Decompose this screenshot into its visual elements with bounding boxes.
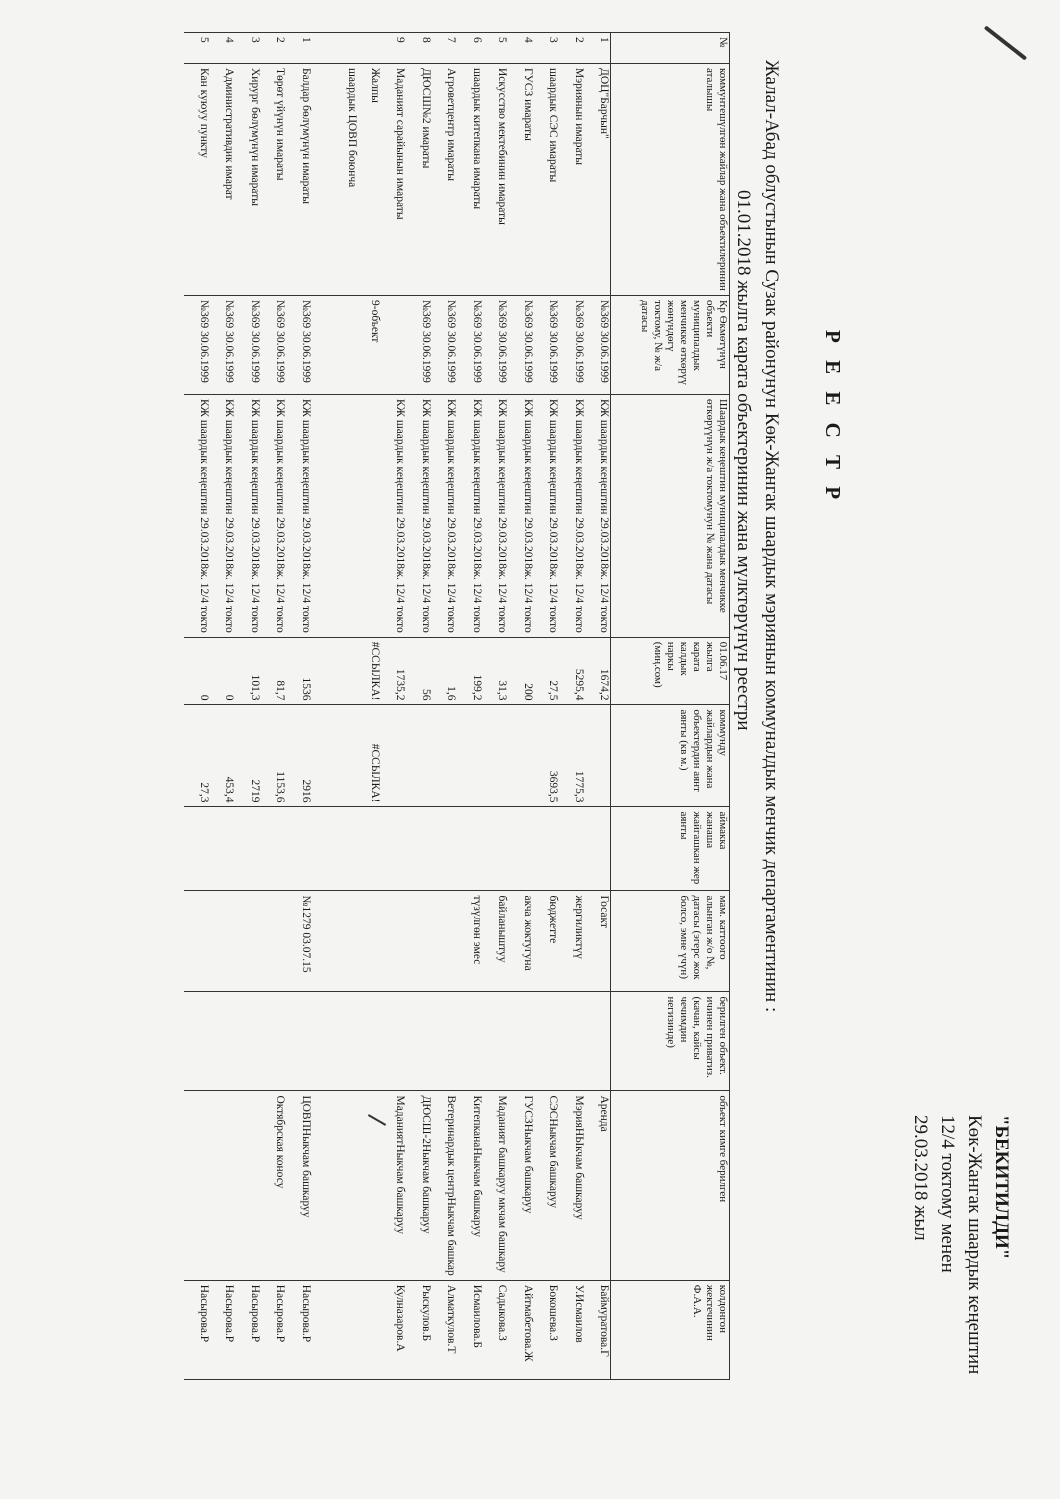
cell-government-decree: №369 30.06.1999 [210, 296, 236, 395]
cell-object-name: ДЮСШ№2 имараты [407, 64, 433, 296]
cell-residual-cost: 1,6 [432, 637, 458, 705]
cell-government-decree: №369 30.06.1999 [534, 296, 560, 395]
document-title: Р Е Е С Т Р [821, 330, 845, 506]
cell-privatized [585, 992, 611, 1091]
table-row [407, 33, 433, 1380]
cell-responsible-person: Алматкулов.Т [432, 1280, 458, 1379]
cell-transferred-to: СЭСНыкчам башкаруу [534, 1091, 560, 1280]
cell-land-area [185, 807, 211, 891]
cell-area [483, 705, 509, 807]
cell-council-decision [358, 395, 381, 638]
cell-residual-cost: 81,7 [261, 637, 287, 705]
cell-land-area [358, 807, 381, 891]
header-responsible-person: колдонгон жектечинин Ф.А.А. [611, 1280, 730, 1379]
table-row [534, 33, 560, 1380]
cell-council-decision: КЖ шаардык кеңештин 29.03.2018ж. 12/4 токто [560, 395, 586, 638]
cell-transferred-to [236, 1091, 262, 1280]
cell-transferred-to: Ветеринардык центрНыкчам башкар [432, 1091, 458, 1280]
table-row [381, 33, 407, 1380]
cell-residual-cost: #ССЫЛКА! [358, 637, 381, 705]
cell-state-registration: түзүлгөн эмес [458, 891, 484, 992]
cell-government-decree [335, 296, 358, 395]
cell-council-decision: КЖ шаардык кеңештин 29.03.2018ж. 12/4 токто [432, 395, 458, 638]
cell-land-area [312, 807, 335, 891]
cell-council-decision: КЖ шаардык кеңештин 29.03.2018ж. 12/4 токто [210, 395, 236, 638]
cell-residual-cost: 1536 [287, 637, 313, 705]
cell-land-area [534, 807, 560, 891]
cell-responsible-person: Насырова.Р [185, 1280, 211, 1379]
cell-land-area [261, 807, 287, 891]
cell-council-decision: КЖ шаардык кеңештин 29.03.2018ж. 12/4 токто [261, 395, 287, 638]
cell-government-decree: №369 30.06.1999 [432, 296, 458, 395]
cell-council-decision: КЖ шаардык кеңештин 29.03.2018ж. 12/4 токто [483, 395, 509, 638]
cell-state-registration [407, 891, 433, 992]
cell-privatized [432, 992, 458, 1091]
cell-object-name: ГУСЗ имараты [509, 64, 535, 296]
cell-state-registration: байланыштуу [483, 891, 509, 992]
approval-block [907, 1115, 1015, 1374]
cell-object-name: шаардык СЭС имараты [534, 64, 560, 296]
cell-number: 2 [261, 33, 287, 64]
cell-state-registration: №1279 03.07.15 [287, 891, 313, 992]
cell-object-name: Хирург бөлүмүнүн имараты [236, 64, 262, 296]
cell-privatized [381, 992, 407, 1091]
cell-council-decision: КЖ шаардык кеңештин 29.03.2018ж. 12/4 токто [534, 395, 560, 638]
cell-area: 2916 [287, 705, 313, 807]
cell-privatized [509, 992, 535, 1091]
cell-responsible-person: Айтмабетова.Ж [509, 1280, 535, 1379]
cell-area [585, 705, 611, 807]
table-row [560, 33, 586, 1380]
cell-object-name: Административдик имарат [210, 64, 236, 296]
cell-government-decree: №369 30.06.1999 [407, 296, 433, 395]
cell-transferred-to: Октябрская коносу [261, 1091, 287, 1280]
cell-area [432, 705, 458, 807]
approval-line-1: Көк-Жангак шаардык кеңештин [964, 1115, 985, 1375]
header-residual-cost: 01.06.17 жылга карата калдык наркы (миң.сом) [611, 637, 730, 705]
cell-state-registration [312, 891, 335, 992]
cell-land-area [432, 807, 458, 891]
cell-area [312, 705, 335, 807]
cell-council-decision: КЖ шаардык кеңештин 29.03.2018ж. 12/4 токто [287, 395, 313, 638]
cell-transferred-to: МаданиятНыкчам башкаруу [381, 1091, 407, 1280]
cell-responsible-person: Садыкова.З [483, 1280, 509, 1379]
cell-council-decision: КЖ шаардык кеңештин 29.03.2018ж. 12/4 токто [509, 395, 535, 638]
cell-responsible-person: Бокошева.З [534, 1280, 560, 1379]
approval-line-2: 12/4 токтому менен [937, 1115, 958, 1273]
cell-responsible-person: Насырова.Р [261, 1280, 287, 1379]
cell-government-decree: №369 30.06.1999 [185, 296, 211, 395]
cell-area: 1775,3 [560, 705, 586, 807]
table-row [210, 33, 236, 1380]
cell-responsible-person: Насырова.Р [236, 1280, 262, 1379]
table-row [509, 33, 535, 1380]
cell-area: 453,4 [210, 705, 236, 807]
cell-responsible-person: У.Исмаилов [560, 1280, 586, 1379]
cell-number [312, 33, 335, 64]
header-state-registration: мам. каттоого алынган ж/о №, датасы (эгерс жок болсо, эмне үчүн) [611, 891, 730, 992]
cell-number: 4 [210, 33, 236, 64]
cell-residual-cost: 1735,2 [381, 637, 407, 705]
cell-state-registration: Госакт [585, 891, 611, 992]
cell-privatized [312, 992, 335, 1091]
cell-council-decision: КЖ шаардык кеңештин 29.03.2018ж. 12/4 токто [236, 395, 262, 638]
cell-residual-cost [312, 637, 335, 705]
cell-state-registration [185, 891, 211, 992]
cell-council-decision: КЖ шаардык кеңештин 29.03.2018ж. 12/4 токто [381, 395, 407, 638]
cell-council-decision: КЖ шаардык кеңештин 29.03.2018ж. 12/4 токто [407, 395, 433, 638]
approval-label: "БЕКИТИЛДИ" [991, 1115, 1012, 1260]
cell-privatized [287, 992, 313, 1091]
cell-government-decree [381, 296, 407, 395]
cell-residual-cost: 101,3 [236, 637, 262, 705]
cell-government-decree: №369 30.06.1999 [560, 296, 586, 395]
cell-land-area [585, 807, 611, 891]
cell-number: 4 [509, 33, 535, 64]
cell-land-area [458, 807, 484, 891]
header-privatized: берилген объект. ичинен приватиз. (качан, кайсы чечимдин негизинде) [611, 992, 730, 1091]
table-row [458, 33, 484, 1380]
cell-land-area [236, 807, 262, 891]
cell-residual-cost: 56 [407, 637, 433, 705]
cell-government-decree: 9-объект [358, 296, 381, 395]
cell-object-name: Жалпы [358, 64, 381, 296]
cell-area [458, 705, 484, 807]
cell-residual-cost: 5295,4 [560, 637, 586, 705]
cell-residual-cost: 200 [509, 637, 535, 705]
cell-responsible-person [358, 1280, 381, 1379]
cell-residual-cost: 1674,2 [585, 637, 611, 705]
cell-area [381, 705, 407, 807]
table-row [287, 33, 313, 1380]
cell-land-area [509, 807, 535, 891]
cell-residual-cost: 0 [185, 637, 211, 705]
cell-state-registration [210, 891, 236, 992]
cell-number: 7 [432, 33, 458, 64]
cell-residual-cost: 31,3 [483, 637, 509, 705]
cell-responsible-person [335, 1280, 358, 1379]
cell-object-name: Искусство мектебинин имараты [483, 64, 509, 296]
cell-object-name: Төрөт үйүнүн имараты [261, 64, 287, 296]
cell-area [509, 705, 535, 807]
cell-land-area [381, 807, 407, 891]
header-council-decision: Шаардык кеңештин муниципалдык менчикке өткөрүүнүн ж/а токтомунун № жана датасы [611, 395, 730, 638]
header-object-name: коммунтешүлгөн жайлар жана объектилеринин аталышы [611, 64, 730, 296]
cell-number: 5 [185, 33, 211, 64]
cell-transferred-to: МэрияНЫкчам башкаруу [560, 1091, 586, 1280]
cell-residual-cost: 0 [210, 637, 236, 705]
cell-land-area [335, 807, 358, 891]
cell-transferred-to: КитепканаНыкчам башкаруу [458, 1091, 484, 1280]
cell-transferred-to: ГУСЗНыкчам башкаруу [509, 1091, 535, 1280]
cell-transferred-to [210, 1091, 236, 1280]
cell-transferred-to [312, 1091, 335, 1280]
cell-object-name: ДОЦ"Барчын" [585, 64, 611, 296]
table-row [335, 33, 358, 1380]
cell-council-decision [312, 395, 335, 638]
cell-privatized [335, 992, 358, 1091]
table-row [483, 33, 509, 1380]
cell-privatized [358, 992, 381, 1091]
table-row [261, 33, 287, 1380]
cell-number: 1 [585, 33, 611, 64]
cell-object-name: Кан куюуу пункту [185, 64, 211, 296]
table-row [585, 33, 611, 1380]
header-transferred-to: объект кимге берилген [611, 1091, 730, 1280]
cell-council-decision [335, 395, 358, 638]
cell-area: #ССЫЛКА! [358, 705, 381, 807]
cell-government-decree: №369 30.06.1999 [236, 296, 262, 395]
cell-privatized [534, 992, 560, 1091]
table-row [432, 33, 458, 1380]
cell-state-registration [335, 891, 358, 992]
cell-privatized [236, 992, 262, 1091]
cell-transferred-to [335, 1091, 358, 1280]
table-row [358, 33, 381, 1380]
cell-area: 3693,5 [534, 705, 560, 807]
cell-residual-cost [335, 637, 358, 705]
cell-state-registration: акча жоктугуна [509, 891, 535, 992]
cell-council-decision: КЖ шаардык кеңештин 29.03.2018ж. 12/4 токто [185, 395, 211, 638]
cell-object-name: шаардык китепкана имараты [458, 64, 484, 296]
cell-state-registration [381, 891, 407, 992]
cell-number: 3 [236, 33, 262, 64]
cell-responsible-person: Баймуратова.Г [585, 1280, 611, 1379]
cell-object-name [312, 64, 335, 296]
cell-responsible-person [312, 1280, 335, 1379]
table-row [236, 33, 262, 1380]
cell-area [335, 705, 358, 807]
cell-privatized [210, 992, 236, 1091]
cell-land-area [560, 807, 586, 891]
cell-number: 1 [287, 33, 313, 64]
header-number: № [611, 33, 730, 64]
cell-state-registration: жергиликтүү [560, 891, 586, 992]
cell-responsible-person: Исмаилова.Б [458, 1280, 484, 1379]
cell-transferred-to [358, 1091, 381, 1280]
cell-responsible-person: Насырова.Р [287, 1280, 313, 1379]
cell-transferred-to [185, 1091, 211, 1280]
cell-responsible-person: Кулназаров.А [381, 1280, 407, 1379]
cell-responsible-person: Рыскулов.Б [407, 1280, 433, 1379]
cell-land-area [287, 807, 313, 891]
cell-number [358, 33, 381, 64]
cell-privatized [185, 992, 211, 1091]
cell-object-name: Маданият сарайынын имараты [381, 64, 407, 296]
cell-area: 27,3 [185, 705, 211, 807]
cell-state-registration [236, 891, 262, 992]
cell-government-decree: №369 30.06.1999 [585, 296, 611, 395]
cell-land-area [210, 807, 236, 891]
cell-number [335, 33, 358, 64]
cell-land-area [407, 807, 433, 891]
cell-transferred-to: Аренда [585, 1091, 611, 1280]
cell-privatized [458, 992, 484, 1091]
cell-residual-cost: 199,2 [458, 637, 484, 705]
cell-area: 1153,6 [261, 705, 287, 807]
cell-number: 5 [483, 33, 509, 64]
subtitle-line-1: Жалал-Абад облустынын Сузак районунун Көк-Жангак шаардык мэриянын коммуналдык менчик департаментинин : [761, 60, 782, 1013]
cell-state-registration: бюджетте [534, 891, 560, 992]
cell-state-registration [358, 891, 381, 992]
cell-government-decree: №369 30.06.1999 [261, 296, 287, 395]
cell-council-decision: КЖ шаардык кеңештин 29.03.2018ж. 12/4 токто [458, 395, 484, 638]
cell-government-decree: №369 30.06.1999 [458, 296, 484, 395]
cell-transferred-to: ЦОВПНыкчам башкаруу [287, 1091, 313, 1280]
approval-line-3: 29.03.2018 жыл [910, 1115, 931, 1241]
cell-land-area [483, 807, 509, 891]
table-row [312, 33, 335, 1380]
cell-transferred-to: ДЮСШ-2Ныкчам башкаруу [407, 1091, 433, 1280]
cell-government-decree: №369 30.06.1999 [287, 296, 313, 395]
cell-government-decree: №369 30.06.1999 [509, 296, 535, 395]
cell-number: 6 [458, 33, 484, 64]
cell-object-name: Балдар бөлүмүнүн имараты [287, 64, 313, 296]
registry-table [185, 32, 731, 1380]
cell-privatized [560, 992, 586, 1091]
cell-object-name: Мэриянын имараты [560, 64, 586, 296]
cell-number: 3 [534, 33, 560, 64]
subtitle-line-2: 01.01.2018 жылга карата объектеринин жана мүлктөрүнүн реестри [733, 190, 754, 731]
cell-area: 2719 [236, 705, 262, 807]
cell-object-name: Агроветцентр имараты [432, 64, 458, 296]
cell-transferred-to: Маданият башкаруу мкчам башкару [483, 1091, 509, 1280]
cell-number: 8 [407, 33, 433, 64]
table-row [185, 33, 211, 1380]
table-header-row [611, 33, 730, 1380]
cell-council-decision: КЖ шаардык кеңештин 29.03.2018ж. 12/4 токто [585, 395, 611, 638]
cell-area [407, 705, 433, 807]
cell-residual-cost: 27,5 [534, 637, 560, 705]
header-area: коммунду жайлардын жана объектердин аянт аянты (кв м.) [611, 705, 730, 807]
header-land-area: аймакка жанаша жайгашкан жер аянты [611, 807, 730, 891]
cell-government-decree: №369 30.06.1999 [483, 296, 509, 395]
cell-government-decree [312, 296, 335, 395]
cell-state-registration [432, 891, 458, 992]
cell-number: 9 [381, 33, 407, 64]
cell-privatized [407, 992, 433, 1091]
cell-state-registration [261, 891, 287, 992]
cell-object-name: шаардык ЦОВП боюнча [335, 64, 358, 296]
header-government-decree: Кр Өкмөтүнүн объекти муниципалдык менчикке өткөрүү жөнүндөгү токтому, № ж/а датасы [611, 296, 730, 395]
cell-number: 2 [560, 33, 586, 64]
cell-privatized [483, 992, 509, 1091]
cell-privatized [261, 992, 287, 1091]
cell-responsible-person: Насырова.Р [210, 1280, 236, 1379]
